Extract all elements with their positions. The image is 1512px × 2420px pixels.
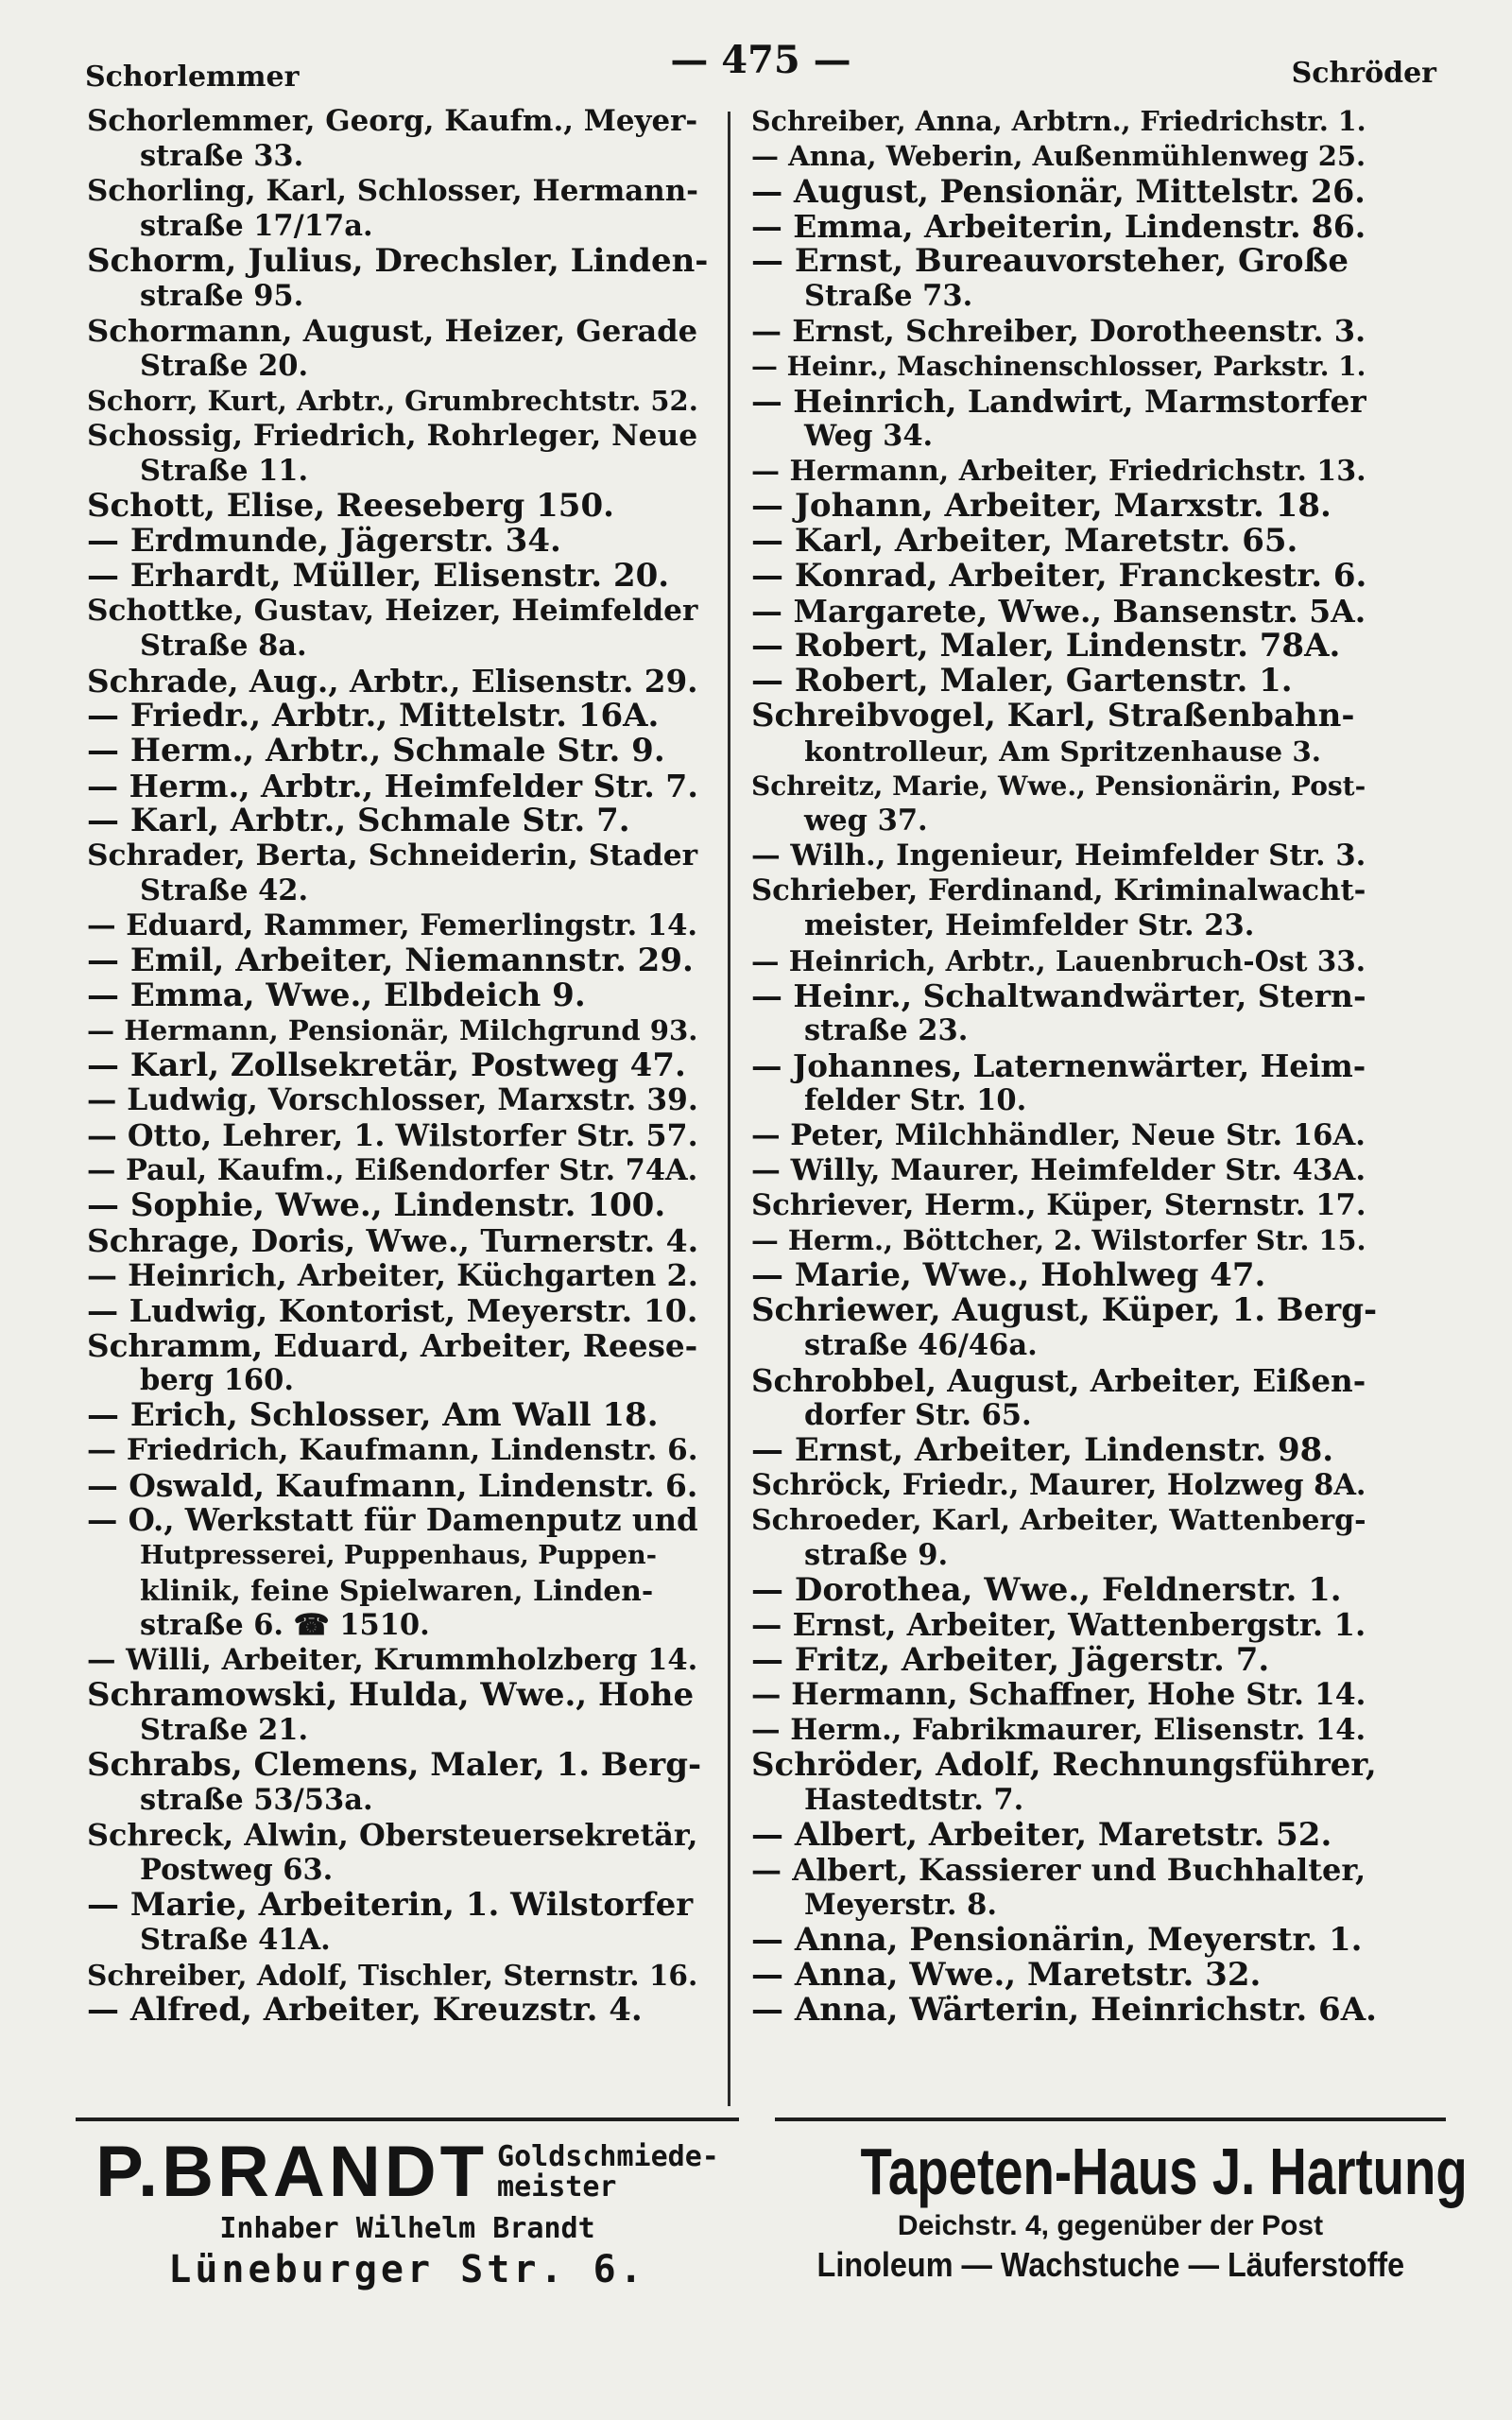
entry-line: — Peter, Milchhändler, Neue Str. 16A. [751, 1118, 1366, 1152]
entry-line: Schormann, August, Heizer, Gerade [87, 313, 698, 349]
entry-line: — Hermann, Schaffner, Hohe Str. 14. [751, 1678, 1366, 1712]
entry-line: — Heinrich, Arbtr., Lauenbruch-Ost 33. [751, 944, 1366, 977]
entry-line: — Karl, Arbtr., Schmale Str. 7. [87, 802, 630, 839]
entry-continuation-line: dorfer Str. 65. [804, 1398, 1032, 1432]
entry-line: — Ernst, Arbeiter, Lindenstr. 98. [751, 1431, 1334, 1469]
entry-continuation-line: straße 9. [804, 1538, 949, 1572]
entry-continuation-line: kontrolleur, Am Spritzenhause 3. [804, 735, 1322, 768]
entry-line: — Sophie, Wwe., Lindenstr. 100. [87, 1186, 666, 1224]
entry-line: — Friedrich, Kaufmann, Lindenstr. 6. [87, 1433, 698, 1467]
entry-line: — Fritz, Arbeiter, Jägerstr. 7. [751, 1641, 1270, 1679]
entry-line: — Heinrich, Landwirt, Marmstorfer [751, 383, 1366, 420]
entry-line: — Anna, Pensionärin, Meyerstr. 1. [751, 1921, 1363, 1959]
entry-continuation-line: weg 37. [804, 804, 928, 838]
brandt-trade-line2: meister [497, 2170, 617, 2204]
entry-line: Schossig, Friedrich, Rohrleger, Neue [87, 419, 698, 453]
entry-line: — Herm., Arbtr., Heimfelder Str. 7. [87, 768, 698, 804]
entry-continuation-line: Postweg 63. [140, 1853, 334, 1887]
entry-line: Schreiber, Adolf, Tischler, Sternstr. 16. [87, 1959, 698, 1992]
entry-line: Schreiber, Anna, Arbtrn., Friedrichstr. 1. [751, 105, 1366, 137]
entry-line: — Paul, Kaufm., Eißendorfer Str. 74A. [87, 1153, 698, 1187]
entry-continuation-line: Hastedtstr. 7. [804, 1783, 1024, 1817]
entry-line: — Karl, Arbeiter, Maretstr. 65. [751, 522, 1298, 560]
entry-line: — Alfred, Arbeiter, Kreuzstr. 4. [87, 1991, 643, 2029]
entry-line: Schorr, Kurt, Arbtr., Grumbrechtstr. 52. [87, 385, 698, 417]
entry-line: Schottke, Gustav, Heizer, Heimfelder [87, 594, 698, 628]
entry-continuation-line: klinik, feine Spielwaren, Linden- [140, 1574, 654, 1607]
brandt-name: P.BRANDT [95, 2132, 489, 2212]
entry-continuation-line: straße 33. [140, 139, 304, 173]
header-right-keyword: Schröder [1291, 57, 1436, 90]
brandt-trade-line1: Goldschmiede- [497, 2140, 719, 2173]
entry-continuation-line: straße 17/17a. [140, 209, 373, 243]
entry-line: — Marie, Arbeiterin, 1. Wilstorfer [87, 1886, 694, 1924]
entry-line: — Wilh., Ingenieur, Heimfelder Str. 3. [751, 838, 1366, 873]
page-number: — 475 — [670, 38, 851, 82]
entry-line: — Otto, Lehrer, 1. Wilstorfer Str. 57. [87, 1118, 698, 1153]
entry-line: — Erhardt, Müller, Elisenstr. 20. [87, 557, 670, 595]
entry-line: — Emma, Arbeiterin, Lindenstr. 86. [751, 208, 1366, 245]
right-column [730, 104, 1383, 2108]
entry-line: — Anna, Wwe., Maretstr. 32. [751, 1956, 1262, 1994]
entry-line: — Willi, Arbeiter, Krummholzberg 14. [87, 1643, 698, 1677]
entry-line: Schriever, Herm., Küper, Sternstr. 17. [751, 1188, 1366, 1222]
entry-line: — O., Werkstatt für Damenputz und [87, 1502, 698, 1538]
entry-line: — Hermann, Arbeiter, Friedrichstr. 13. [751, 455, 1366, 488]
entry-line: — Robert, Maler, Lindenstr. 78A. [751, 627, 1341, 665]
entry-line: — Ernst, Schreiber, Dorotheenstr. 3. [751, 313, 1366, 349]
directory-columns [76, 104, 1446, 2108]
entry-line: Schrabs, Clemens, Maler, 1. Berg- [87, 1746, 702, 1784]
entry-line: — Johann, Arbeiter, Marxstr. 18. [751, 487, 1332, 525]
entry-line: Schreibvogel, Karl, Straßenbahn- [751, 697, 1355, 735]
entry-line: — Emma, Wwe., Elbdeich 9. [87, 977, 586, 1014]
entry-line: — Oswald, Kaufmann, Lindenstr. 6. [87, 1467, 698, 1504]
entry-line: — Konrad, Arbeiter, Franckestr. 6. [751, 557, 1367, 595]
entry-line: Schrade, Aug., Arbtr., Elisenstr. 29. [87, 663, 698, 700]
entry-continuation-line: Straße 41A. [140, 1923, 331, 1957]
entry-continuation-line: Meyerstr. 8. [804, 1888, 997, 1922]
entry-continuation-line: Hutpresserei, Puppenhaus, Puppen- [140, 1541, 657, 1570]
entry-continuation-line: straße 6. ☎ 1510. [140, 1608, 430, 1642]
entry-line: — Karl, Zollsekretär, Postweg 47. [87, 1046, 686, 1084]
brandt-brand-row [76, 2132, 739, 2212]
entry-line: Schrader, Berta, Schneiderin, Stader [87, 838, 698, 873]
entry-continuation-line: Straße 21. [140, 1713, 309, 1747]
entry-line: — Anna, Wärterin, Heinrichstr. 6A. [751, 1991, 1377, 2029]
brandt-owner: Inhaber Wilhelm Brandt [219, 2212, 595, 2245]
entry-line: — Margarete, Wwe., Bansenstr. 5A. [751, 593, 1366, 630]
entry-line: Schroeder, Karl, Arbeiter, Wattenberg- [751, 1504, 1366, 1537]
entry-line: — Hermann, Pensionär, Milchgrund 93. [87, 1014, 698, 1046]
entry-line: — Ernst, Bureauvorsteher, Große [751, 242, 1349, 280]
entry-line: — Robert, Maler, Gartenstr. 1. [751, 662, 1293, 700]
entry-line: Schramm, Eduard, Arbeiter, Reese- [87, 1327, 698, 1364]
entry-line: — Herm., Fabrikmaurer, Elisenstr. 14. [751, 1713, 1366, 1747]
entry-line: Schorm, Julius, Drechsler, Linden- [87, 242, 709, 280]
left-column [76, 104, 728, 2108]
entry-line: — Albert, Arbeiter, Maretstr. 52. [751, 1816, 1332, 1854]
entry-line: — Albert, Kassierer und Buchhalter, [751, 1852, 1366, 1888]
entry-line: — Johannes, Laternenwärter, Heim- [751, 1047, 1366, 1084]
entry-continuation-line: straße 23. [804, 1013, 969, 1047]
entry-line: — August, Pensionär, Mittelstr. 26. [751, 173, 1366, 210]
hartung-title: Tapeten-Haus J. Hartung [860, 2135, 1468, 2208]
header-left-keyword: Schorlemmer [85, 60, 300, 94]
entry-line: — Ernst, Arbeiter, Wattenbergstr. 1. [751, 1607, 1366, 1643]
entry-line: Schreitz, Marie, Wwe., Pensionärin, Post- [751, 770, 1366, 802]
entry-line: — Heinr., Maschinenschlosser, Parkstr. 1. [751, 351, 1366, 382]
entry-continuation-line: berg 160. [140, 1363, 294, 1397]
ad-brandt [76, 2118, 739, 2291]
brandt-address: Lüneburger Str. 6. [168, 2248, 646, 2291]
entry-continuation-line: felder Str. 10. [804, 1083, 1027, 1117]
hartung-address: Deichstr. 4, gegenüber der Post [897, 2210, 1324, 2241]
entry-line: — Eduard, Rammer, Femerlingstr. 14. [87, 908, 698, 942]
entry-continuation-line: straße 46/46a. [804, 1328, 1038, 1362]
entry-line: — Erdmunde, Jägerstr. 34. [87, 522, 561, 560]
entry-continuation-line: Weg 34. [804, 419, 934, 453]
entry-line: Schrieber, Ferdinand, Kriminalwacht- [751, 873, 1366, 908]
entry-line: — Ludwig, Kontorist, Meyerstr. 10. [87, 1292, 698, 1329]
entry-line: Schriewer, August, Küper, 1. Berg- [751, 1291, 1378, 1329]
entry-continuation-line: straße 53/53a. [140, 1783, 373, 1817]
entry-line: — Anna, Weberin, Außenmühlenweg 25. [751, 140, 1366, 172]
entry-continuation-line: Straße 11. [140, 454, 309, 488]
entry-continuation-line: Straße 20. [140, 349, 309, 383]
entry-line: Schott, Elise, Reeseberg 150. [87, 487, 614, 525]
entry-line: — Dorothea, Wwe., Feldnerstr. 1. [751, 1571, 1342, 1609]
entry-line: Schrage, Doris, Wwe., Turnerstr. 4. [87, 1222, 699, 1259]
entry-continuation-line: Straße 8a. [140, 629, 307, 663]
hartung-goods: Linoleum — Wachstuche — Läuferstoffe [816, 2245, 1404, 2284]
entry-continuation-line: straße 95. [140, 279, 304, 313]
entry-line: — Marie, Wwe., Hohlweg 47. [751, 1256, 1266, 1294]
entry-continuation-line: Straße 42. [140, 873, 309, 908]
entry-line: — Heinr., Schaltwandwärter, Stern- [751, 977, 1366, 1014]
entry-line: Schorlemmer, Georg, Kaufm., Meyer- [87, 104, 698, 138]
entry-line: Schorling, Karl, Schlosser, Hermann- [87, 174, 698, 208]
advertisements [76, 2118, 1468, 2291]
ad-hartung [775, 2118, 1468, 2291]
entry-line: — Herm., Böttcher, 2. Wilstorfer Str. 15. [751, 1224, 1366, 1256]
entry-line: Schröder, Adolf, Rechnungsführer, [751, 1746, 1377, 1784]
entry-line: Schreck, Alwin, Obersteuersekretär, [87, 1817, 698, 1853]
entry-line: Schramowski, Hulda, Wwe., Hohe [87, 1676, 695, 1714]
entry-line: — Willy, Maurer, Heimfelder Str. 43A. [751, 1153, 1366, 1187]
entry-line: — Erich, Schlosser, Am Wall 18. [87, 1396, 659, 1434]
brandt-trade [497, 2142, 719, 2203]
entry-line: — Herm., Arbtr., Schmale Str. 9. [87, 732, 665, 769]
entry-line: — Heinrich, Arbeiter, Küchgarten 2. [87, 1257, 698, 1293]
entry-continuation-line: meister, Heimfelder Str. 23. [804, 908, 1255, 942]
entry-line: — Friedr., Arbtr., Mittelstr. 16A. [87, 697, 660, 735]
entry-line: Schröck, Friedr., Maurer, Holzweg 8A. [751, 1468, 1366, 1502]
page-header [76, 38, 1446, 104]
entry-line: Schrobbel, August, Arbeiter, Eißen- [751, 1362, 1366, 1399]
entry-line: — Ludwig, Vorschlosser, Marxstr. 39. [87, 1083, 698, 1117]
entry-line: — Emil, Arbeiter, Niemannstr. 29. [87, 942, 694, 979]
entry-continuation-line: Straße 73. [804, 279, 973, 313]
